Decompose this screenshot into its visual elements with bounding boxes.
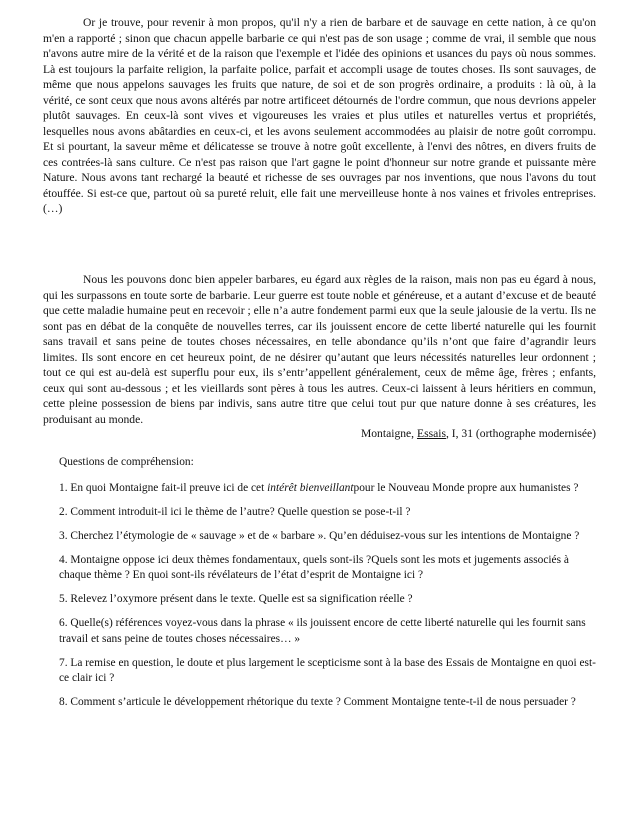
excerpt-paragraph-1: [43, 15, 596, 217]
source-citation: [43, 426, 596, 442]
question-text: pour le Nouveau Monde propre aux humanistes ?: [353, 481, 579, 494]
paragraph-text: Or je trouve, pour revenir à mon propos, qu'il n'y a rien de barbare et de sauvage en cette nation, à ce qu'on m'en a rapporté ; sinon que chacun appelle barbarie ce qui n'est pas de son usage ; comme de vrai, il semble que nous n'avons autre mire de la vérité et de la raison que l'exemple et l'idée des opinions et usances du pays où nous sommes. Là est toujours la parfaite religion, la parfaite police, parfait et accompli usage de toutes choses. Ils sont sauvages, de même que nous appelons sauvages les fruits que nature, de soi et de son progrès ordinaire, a produits : là où, à la vérité, ce sont ceux que nous avons altérés par notre artificeet détournés de l'ordre commun, que nous devrions appeler plutôt sauvages. En ceux-là sont vives et vigoureuses les vraies et plus utiles et naturelles vertus et propriétés, lesquelles nous avons abâtardies en ceux-ci, et les avons seulement accommodées au plaisir de notre goût corrompu. Et si pourtant, la saveur même et délicatesse se trouve à notre goût excellente, à l'envi des nôtres, en divers fruits de ces contrées-là sans culture. Ce n'est pas raison que l'art gagne le point d'honneur sur notre grande et puissante mère Nature. Nous avons tant rechargé la beauté et richesse de ses ouvrages par nos inventions, que nous l'avons du tout étouffée. Si est-ce que, partout où sa pureté reluit, elle fait une merveilleuse honte à nos vaines et frivoles entreprises. (…): [43, 16, 596, 215]
questions-heading: Questions de compréhension:: [59, 456, 194, 468]
question-2: 2. Comment introduit-il ici le thème de l’autre? Quelle question se pose-t-il ?: [59, 505, 411, 518]
comprehension-questions: [59, 455, 599, 719]
citation-work-title: Essais: [416, 427, 446, 440]
citation-author: Montaigne,: [360, 427, 417, 440]
question-5: 5. Relevez l’oxymore présent dans le texte. Quelle est sa signification réelle ?: [59, 593, 413, 605]
question-4: 4. Montaigne oppose ici deux thèmes fondamentaux, quels sont-ils ?Quels sont les mots et jugements associés à chaque thème ? En quoi sont-ils révélateurs de l’état d’esprit de Montaigne ici ?: [59, 553, 569, 581]
excerpt-paragraph-2: [43, 272, 596, 427]
citation-reference: , I, 31 (orthographe modernisée): [445, 427, 596, 440]
question-emphasis: intérêt bienveillant: [267, 481, 354, 494]
question-7: 7. La remise en question, le doute et plus largement le scepticisme sont à la base des Essais de Montaigne en quoi est-ce clair ici ?: [59, 656, 596, 684]
question-6: 6. Quelle(s) références voyez-vous dans la phrase « ils jouissent encore de cette liberté naturelle qui les fournit sans travail et sans peine de toutes choses nécessaires… »: [59, 617, 586, 645]
paragraph-text: Nous les pouvons donc bien appeler barbares, eu égard aux règles de la raison, mais non pas eu égard à nous, qui les surpassons en toute sorte de barbarie. Leur guerre est toute noble et généreuse, et a autant d’excuse et de beauté que cette maladie humaine peut en recevoir ; elle n’a autre fondement parmi eux que la seule jalousie de la vertu. Ils ne sont pas en débat de la conquête de nouvelles terres, car ils jouissent encore de cette liberté naturelle qui les fournit sans travail et sans peine de toutes choses nécessaires, en telle abondance qu’ils n’ont que faire d’agrandir leurs limites. Ils sont encore en cet heureux point, de ne désirer qu’autant que leurs nécessités naturelles leur ordonnent ; tout ce qui est au-delà est superflu pour eux, ils s’entr’appellent généralement, ceux de même âge, frères ; enfants, ceux qui sont au-dessous ; et les vieillards sont pères à tous les autres. Ceux-ci laissent à leurs héritiers en commun, cette pleine possession de biens par indivis, sans autre titre que celui tout pur que nature donne à ses créatures, les produisant au monde.: [43, 273, 596, 426]
question-1: [59, 481, 599, 497]
question-text: 1. En quoi Montaigne fait-il preuve ici de cet: [59, 481, 268, 494]
question-3: 3. Cherchez l’étymologie de « sauvage » et de « barbare ». Qu’en déduisez-vous sur les intentions de Montaigne ?: [59, 529, 580, 542]
question-8: 8. Comment s’articule le développement rhétorique du texte ? Comment Montaigne tente-t-il de nous persuader ?: [59, 696, 576, 708]
